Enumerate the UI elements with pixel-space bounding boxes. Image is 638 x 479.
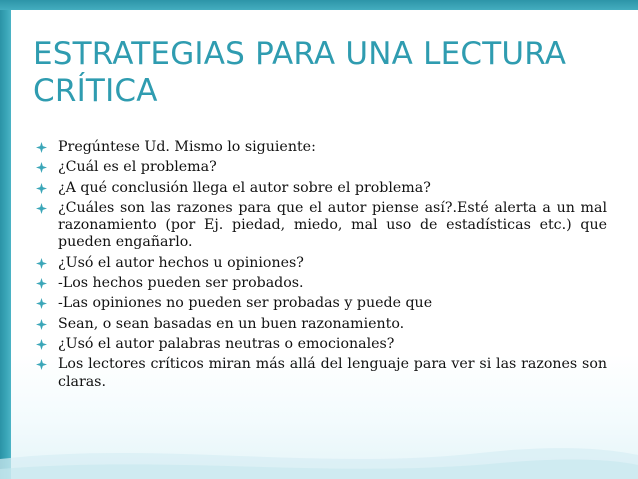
bullet-text: ¿A qué conclusión llega el autor sobre el problema? — [58, 179, 431, 196]
bullet-item — [33, 180, 607, 197]
four-point-star-bullet-icon — [36, 203, 47, 214]
bullet-text: ¿Cuál es el problema? — [58, 159, 217, 176]
bullet-item — [33, 316, 607, 333]
bullet-item — [33, 295, 607, 312]
four-point-star-bullet-icon — [36, 183, 47, 194]
four-point-star-bullet-icon — [36, 258, 47, 269]
four-point-star-bullet-icon — [36, 278, 47, 289]
bullet-list — [33, 139, 607, 394]
bullet-item — [33, 159, 607, 176]
four-point-star-bullet-icon — [36, 142, 47, 153]
four-point-star-bullet-icon — [36, 339, 47, 350]
four-point-star-bullet-icon — [36, 162, 47, 173]
bullet-text: ¿Usó el autor hechos u opiniones? — [58, 254, 304, 271]
four-point-star-bullet-icon — [36, 319, 47, 330]
slide-top-accent-bar — [0, 0, 638, 10]
bullet-item — [33, 200, 607, 252]
bullet-item — [33, 139, 607, 156]
bullet-item — [33, 356, 607, 391]
four-point-star-bullet-icon — [36, 298, 47, 309]
bullet-text: Los lectores críticos miran más allá del lenguaje para ver si las razones son claras. — [58, 356, 607, 390]
slide-bottom-wave-decoration — [0, 419, 638, 479]
bullet-text: ¿Cuáles son las razones para que el autor piense así?.Esté alerta a un mal razonamiento (por Ej. piedad, miedo, mal uso de estadísticas etc.) que pueden engañarlo. — [58, 199, 607, 251]
bullet-text: Sean, o sean basadas en un buen razonamiento. — [58, 315, 405, 332]
bullet-item — [33, 255, 607, 272]
four-point-star-bullet-icon — [36, 359, 47, 370]
bullet-text: Pregúntese Ud. Mismo lo siguiente: — [58, 139, 316, 155]
bullet-text: -Los hechos pueden ser probados. — [58, 275, 304, 292]
slide-left-accent-bar — [0, 0, 11, 479]
bullet-text: -Las opiniones no pueden ser probadas y puede que — [58, 295, 433, 312]
bullet-item — [33, 275, 607, 292]
bullet-text: ¿Usó el autor palabras neutras o emocionales? — [58, 335, 395, 352]
slide-title: ESTRATEGIAS PARA UNA LECTURA CRÍTICA — [33, 36, 567, 109]
bullet-item — [33, 336, 607, 353]
